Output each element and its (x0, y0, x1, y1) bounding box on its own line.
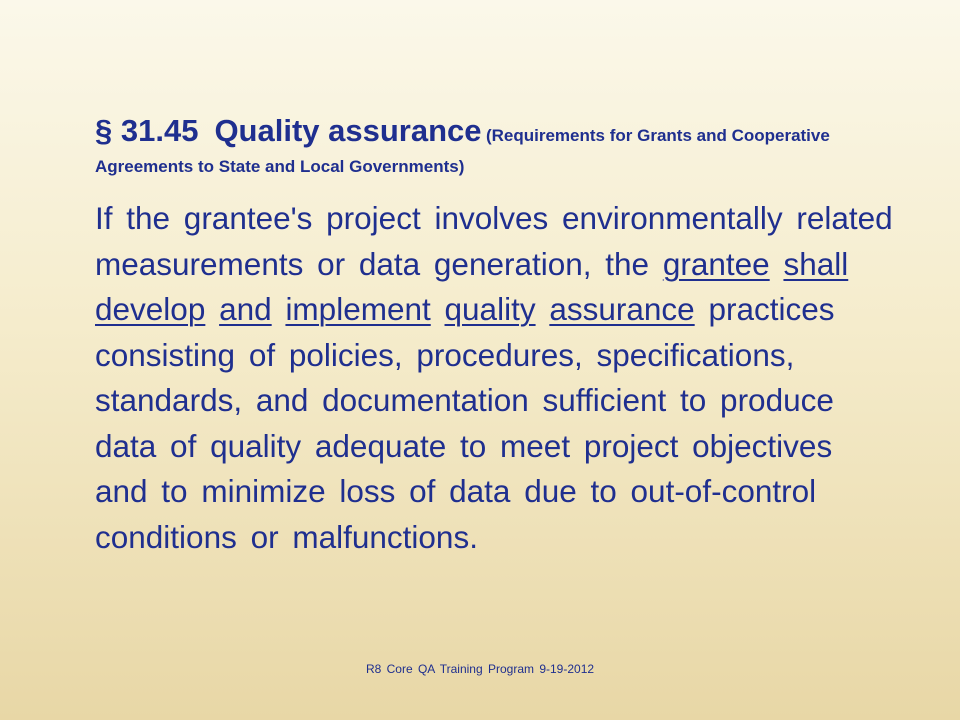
underlined-word: implement (285, 291, 431, 327)
underlined-word: assurance (549, 291, 695, 327)
regulation-intro: If the grantee's project involves environmentally related measurements or data generation, the (95, 200, 893, 282)
underlined-word: grantee (662, 245, 770, 282)
section-number: § 31.45 (95, 113, 199, 148)
slide-footer: R8 Core QA Training Program 9-19-2012 (365, 662, 595, 676)
slide-heading (95, 112, 895, 182)
regulation-rest: practices consisting of policies, procedures, specifications, standards, and documentation sufficient to produce data of quality adequate to meet project objectives and to minimize loss of data due to out-of-control conditions or malfunctions. (95, 291, 835, 555)
underlined-word: and (219, 291, 272, 327)
underlined-word: develop (95, 291, 206, 327)
regulation-text (95, 196, 895, 560)
underlined-word: quality (444, 291, 536, 327)
section-title: Quality assurance (214, 113, 482, 148)
section-subtitle: (Requirements for Grants and Cooperative Agreements to State and Local Governments) (95, 126, 830, 176)
underlined-word: shall (783, 245, 849, 282)
